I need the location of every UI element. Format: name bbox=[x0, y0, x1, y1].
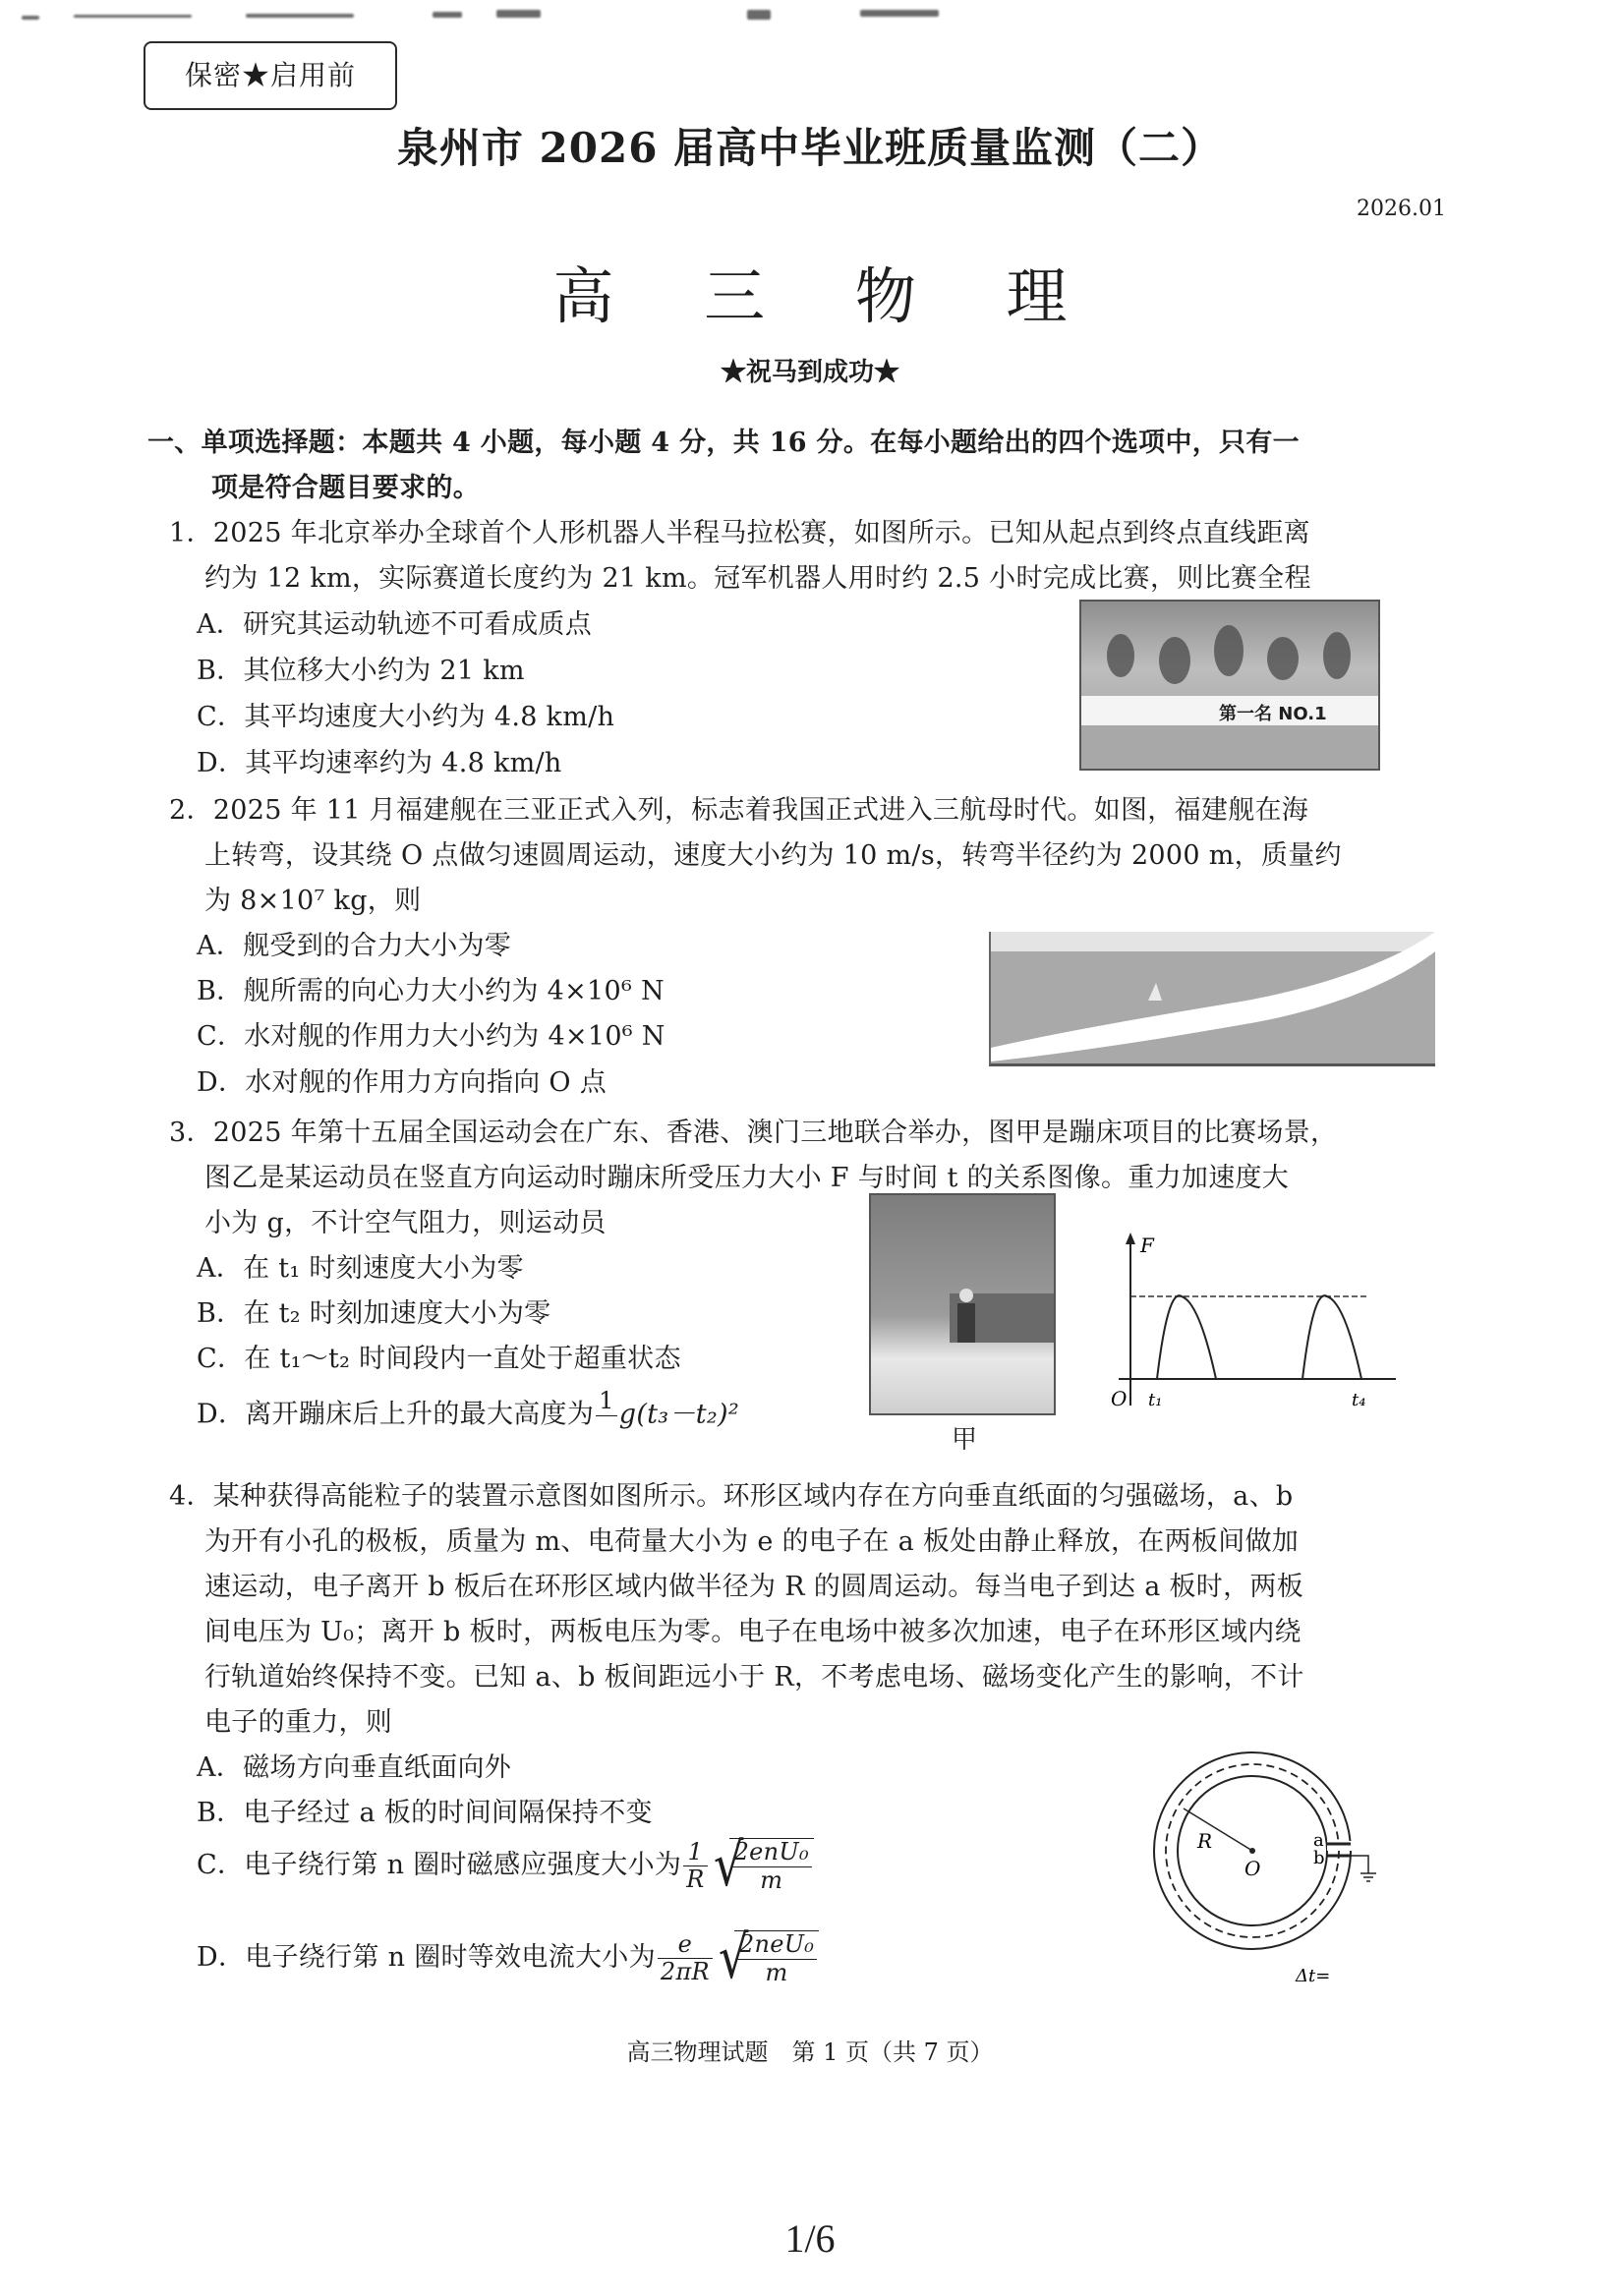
force-pulse-1 bbox=[1157, 1295, 1216, 1379]
fraction-denominator: R bbox=[686, 1866, 705, 1894]
q1-option-b[interactable]: B．其位移大小约为 21 km bbox=[197, 656, 525, 686]
plate-b-label: b bbox=[1313, 1848, 1325, 1868]
q1-stem-cont: 约为 12 km，实际赛道长度约为 21 km。冠军机器人用时约 2.5 小时完成比赛，则比赛全程 bbox=[204, 563, 1311, 594]
q2-option-d[interactable]: D．水对舰的作用力方向指向 O 点 bbox=[197, 1067, 608, 1098]
q1-option-d[interactable]: D．其平均速率约为 4.8 km/h bbox=[197, 748, 562, 778]
page-indicator: 1/6 bbox=[784, 2216, 836, 2261]
q4-option-c[interactable] bbox=[197, 1831, 814, 1900]
question-number bbox=[169, 511, 1310, 549]
fraction bbox=[658, 1931, 713, 1986]
t1-label: t₁ bbox=[1148, 1390, 1163, 1410]
radius-label: R bbox=[1197, 1829, 1213, 1853]
q4-stem-cont: 为开有小孔的极板，质量为 m、电荷量大小为 e 的电子在 a 板处由静止释放，在两板间做加 bbox=[204, 1526, 1300, 1557]
center-label: O bbox=[1244, 1857, 1261, 1880]
force-pulse-2 bbox=[1302, 1295, 1361, 1379]
question-number bbox=[169, 1111, 1337, 1149]
q2-stem-cont: 为 8×10⁷ kg，则 bbox=[204, 886, 422, 916]
aircraft-carrier-photo bbox=[989, 932, 1435, 1066]
subject-title: 高 三 物 理 bbox=[552, 260, 1103, 332]
robot-marathon-photo bbox=[1079, 600, 1380, 771]
q1-stem: 2025 年北京举办全球首个人形机器人半程马拉松赛，如图所示。已知从起点到终点直线距离 bbox=[212, 518, 1310, 548]
q4-option-a[interactable]: A．磁场方向垂直纸面向外 bbox=[197, 1752, 512, 1783]
origin-label: O bbox=[1111, 1387, 1128, 1410]
athlete-figure bbox=[871, 1195, 1054, 1413]
exam-date: 2026.01 bbox=[1357, 197, 1446, 221]
q2-stem: 2025 年 11 月福建舰在三亚正式入列，标志着我国正式进入三航母时代。如图，福建舰在海 bbox=[212, 795, 1309, 826]
t4-label: t₄ bbox=[1352, 1390, 1366, 1410]
radical-sign: √ bbox=[718, 1923, 749, 1992]
q3-number: 3． bbox=[169, 1118, 213, 1148]
y-axis-arrow bbox=[1126, 1233, 1135, 1244]
q3-option-a[interactable]: A．在 t₁ 时刻速度大小为零 bbox=[197, 1253, 524, 1284]
y-axis-label: F bbox=[1140, 1234, 1154, 1257]
fraction-numerator: 1 bbox=[596, 1388, 617, 1416]
fraction-numerator: e bbox=[658, 1931, 713, 1960]
q4-stem-cont: 间电压为 U₀；离开 b 板时，两板电压为零。电子在电场中被多次加速，电子在环形区域内绕 bbox=[204, 1617, 1302, 1647]
q3-option-b[interactable]: B．在 t₂ 时刻加速度大小为零 bbox=[197, 1298, 551, 1329]
page-footer: 高三物理试题 第 1 页（共 7 页） bbox=[626, 2038, 994, 2066]
q2-option-b[interactable]: B．舰所需的向心力大小约为 4×10⁶ N bbox=[197, 976, 665, 1006]
scan-smudge bbox=[496, 10, 541, 18]
question-number bbox=[169, 788, 1308, 827]
formula-rest: g(t₃－t₂)² bbox=[618, 1399, 739, 1430]
scan-smudge bbox=[747, 10, 771, 20]
trampoline-photo bbox=[869, 1193, 1056, 1415]
q1-option-c[interactable]: C．其平均速度大小约为 4.8 km/h bbox=[197, 702, 615, 732]
q1-number: 1． bbox=[169, 518, 213, 548]
q4-stem-cont: 行轨道始终保持不变。已知 a、b 板间距远小于 R，不考虑电场、磁场变化产生的影响，不计 bbox=[204, 1662, 1304, 1693]
scan-smudge bbox=[246, 14, 354, 18]
q2-option-a[interactable]: A．舰受到的合力大小为零 bbox=[197, 931, 512, 961]
q3-option-d[interactable] bbox=[197, 1388, 739, 1443]
fraction-denominator: 2πR bbox=[660, 1958, 710, 1986]
robot-crowd-figure bbox=[1081, 602, 1378, 769]
fraction bbox=[683, 1839, 707, 1894]
fraction-denominator: m bbox=[765, 1958, 788, 1986]
force-time-graph bbox=[1101, 1229, 1396, 1425]
fraction-denominator bbox=[596, 1416, 617, 1444]
q2-number: 2． bbox=[169, 795, 213, 826]
section-heading-cont: 项是符合题目要求的。 bbox=[211, 473, 480, 503]
center-point bbox=[1249, 1848, 1255, 1854]
fraction-numerator: 2neU₀ bbox=[736, 1931, 817, 1960]
q4-stem-cont: 速运动，电子离开 b 板后在环形区域内做半径为 R 的圆周运动。每当电子到达 a 板时，两板 bbox=[204, 1572, 1304, 1602]
plate-a-label: a bbox=[1313, 1830, 1324, 1851]
q3-stem: 2025 年第十五届全国运动会在广东、香港、澳门三地联合举办，图甲是蹦床项目的比赛场景， bbox=[212, 1118, 1338, 1148]
figure-caption-jia: 甲 bbox=[952, 1425, 978, 1455]
square-root bbox=[710, 1831, 814, 1900]
accelerator-ring-diagram bbox=[1140, 1750, 1396, 1995]
question-number bbox=[169, 1474, 1293, 1513]
fraction-denominator: m bbox=[760, 1866, 783, 1894]
q2-stem-cont: 上转弯，设其绕 O 点做匀速圆周运动，速度大小约为 10 m/s，转弯半径约为 2000 m，质量约 bbox=[204, 840, 1342, 871]
q4-stem-cont: 电子的重力，则 bbox=[204, 1707, 393, 1738]
q4-option-b[interactable]: B．电子经过 a 板的时间间隔保持不变 bbox=[197, 1798, 653, 1828]
finish-banner-text: 第一名 NO.1 bbox=[1219, 704, 1327, 724]
q4-option-d-text: D．电子绕行第 n 圈时等效电流大小为 bbox=[197, 1942, 656, 1974]
square-root bbox=[715, 1923, 819, 1992]
handwritten-note: Δt= bbox=[1296, 1966, 1331, 1986]
q3-stem-cont: 图乙是某运动员在竖直方向运动时蹦床所受压力大小 F 与时间 t 的关系图像。重力加速度大 bbox=[204, 1163, 1290, 1193]
fraction bbox=[596, 1388, 617, 1443]
fraction-numerator: 2enU₀ bbox=[731, 1839, 812, 1867]
q3-option-d-text: D．离开蹦床后上升的最大高度为 bbox=[197, 1399, 595, 1430]
section-heading: 一、单项选择题：本题共 4 小题，每小题 4 分，共 16 分。在每小题给出的四个选项中，只有一 bbox=[147, 428, 1300, 458]
exam-title: 泉州市 2026 届高中毕业班质量监测（二） bbox=[396, 124, 1224, 172]
q3-stem-cont: 小为 g，不计空气阻力，则运动员 bbox=[204, 1208, 607, 1238]
carrier-wake-figure bbox=[991, 932, 1435, 1063]
scan-smudge bbox=[433, 12, 462, 18]
q4-option-c-text: C．电子绕行第 n 圈时磁感应强度大小为 bbox=[197, 1850, 682, 1881]
confidential-stamp: 保密★启用前 bbox=[144, 41, 397, 110]
radical-sign: √ bbox=[713, 1831, 744, 1900]
scan-smudge bbox=[22, 16, 39, 20]
motto: ★祝马到成功★ bbox=[720, 358, 899, 387]
q3-option-c[interactable]: C．在 t₁～t₂ 时间段内一直处于超重状态 bbox=[197, 1344, 681, 1374]
q2-option-c[interactable]: C．水对舰的作用力大小约为 4×10⁶ N bbox=[197, 1021, 665, 1052]
q4-number: 4． bbox=[169, 1481, 213, 1512]
radius-line bbox=[1184, 1808, 1252, 1851]
q1-option-a[interactable]: A．研究其运动轨迹不可看成质点 bbox=[197, 609, 592, 640]
q4-stem: 某种获得高能粒子的装置示意图如图所示。环形区域内存在方向垂直纸面的匀强磁场，a、b bbox=[212, 1481, 1294, 1512]
ground-wire bbox=[1351, 1856, 1368, 1873]
scan-smudge bbox=[74, 15, 192, 18]
scan-smudge bbox=[860, 10, 939, 17]
q4-option-d[interactable] bbox=[197, 1923, 819, 1992]
fraction-numerator: 1 bbox=[683, 1839, 707, 1867]
